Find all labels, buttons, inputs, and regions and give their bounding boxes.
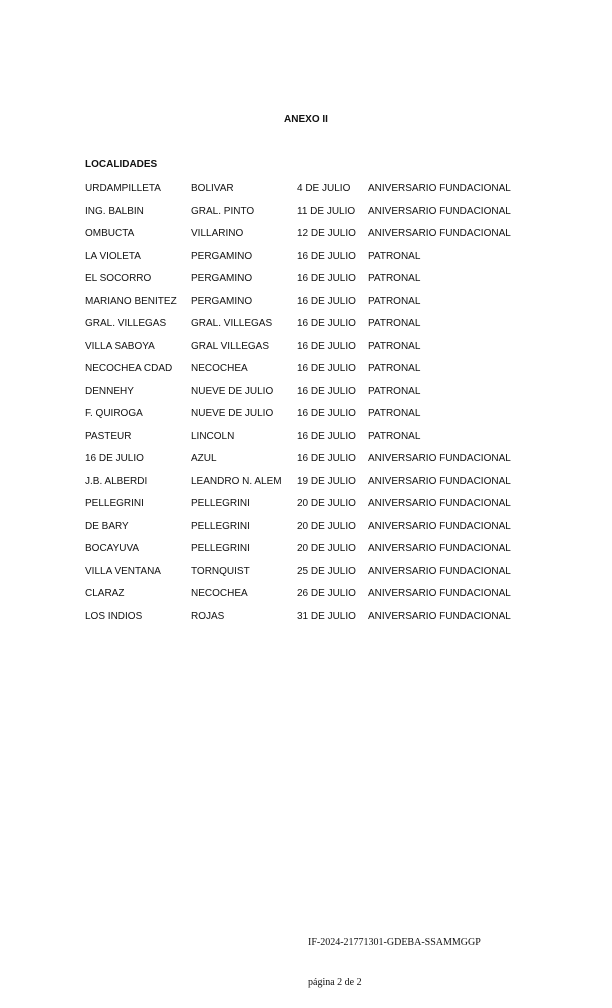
motive-cell: ANIVERSARIO FUNDACIONAL xyxy=(368,183,511,194)
motive-cell: PATRONAL xyxy=(368,363,421,374)
motive-cell: ANIVERSARIO FUNDACIONAL xyxy=(368,610,511,622)
table-row xyxy=(85,181,525,204)
district-cell: LINCOLN xyxy=(191,430,235,442)
date-cell: 20 DE JULIO xyxy=(297,520,356,532)
district-cell: PELLEGRINI xyxy=(191,520,250,532)
table-row xyxy=(85,541,525,564)
table-row xyxy=(85,406,525,429)
table-row xyxy=(85,249,525,272)
locality-cell: J.B. ALBERDI xyxy=(85,475,148,487)
motive-cell: ANIVERSARIO FUNDACIONAL xyxy=(368,565,511,577)
table-row xyxy=(85,384,525,407)
date-cell: 26 DE JULIO xyxy=(297,588,356,599)
motive-cell: PATRONAL xyxy=(368,430,421,442)
district-cell: TORNQUIST xyxy=(191,565,250,577)
locality-cell: LOS INDIOS xyxy=(85,610,143,622)
date-cell: 16 DE JULIO xyxy=(297,295,356,307)
table-row xyxy=(85,496,525,519)
locality-cell: EL SOCORRO xyxy=(85,273,152,284)
locality-cell: CLARAZ xyxy=(85,588,125,599)
date-cell: 25 DE JULIO xyxy=(297,565,356,577)
table-row xyxy=(85,609,525,632)
document-id: IF-2024-21771301-GDEBA-SSAMMGGP xyxy=(308,937,481,948)
locality-cell: PASTEUR xyxy=(85,430,132,442)
motive-cell: ANIVERSARIO FUNDACIONAL xyxy=(368,205,511,217)
locality-cell: URDAMPILLETA xyxy=(85,183,161,194)
table-row xyxy=(85,451,525,474)
motive-cell: PATRONAL xyxy=(368,295,421,307)
motive-cell: ANIVERSARIO FUNDACIONAL xyxy=(368,588,511,599)
district-cell: BOLIVAR xyxy=(191,183,234,194)
district-cell: PELLEGRINI xyxy=(191,498,250,509)
table-row xyxy=(85,204,525,227)
table-row xyxy=(85,564,525,587)
locality-cell: ING. BALBIN xyxy=(85,205,144,217)
locality-cell: OMBUCTA xyxy=(85,228,135,239)
date-cell: 4 DE JULIO xyxy=(297,183,351,194)
motive-cell: ANIVERSARIO FUNDACIONAL xyxy=(368,543,511,554)
motive-cell: PATRONAL xyxy=(368,273,421,284)
table-row xyxy=(85,271,525,294)
locality-cell: BOCAYUVA xyxy=(85,543,140,554)
district-cell: GRAL. PINTO xyxy=(191,205,255,217)
motive-cell: ANIVERSARIO FUNDACIONAL xyxy=(368,453,511,464)
locality-cell: PELLEGRINI xyxy=(85,498,144,509)
date-cell: 16 DE JULIO xyxy=(297,340,356,352)
locality-cell: DENNEHY xyxy=(85,385,134,397)
motive-cell: PATRONAL xyxy=(368,318,421,329)
district-cell: GRAL VILLEGAS xyxy=(191,340,269,352)
motive-cell: ANIVERSARIO FUNDACIONAL xyxy=(368,520,511,532)
district-cell: PERGAMINO xyxy=(191,250,253,262)
date-cell: 20 DE JULIO xyxy=(297,498,356,509)
motive-cell: PATRONAL xyxy=(368,250,421,262)
table-row xyxy=(85,226,525,249)
district-cell: NECOCHEA xyxy=(191,588,248,599)
district-cell: PELLEGRINI xyxy=(191,543,250,554)
section-heading: LOCALIDADES xyxy=(85,159,158,170)
motive-cell: ANIVERSARIO FUNDACIONAL xyxy=(368,228,511,239)
date-cell: 16 DE JULIO xyxy=(297,363,356,374)
date-cell: 16 DE JULIO xyxy=(297,408,356,419)
locality-cell: VILLA VENTANA xyxy=(85,565,161,577)
motive-cell: PATRONAL xyxy=(368,408,421,419)
page-title: ANEXO II xyxy=(284,114,328,125)
locality-cell: VILLA SABOYA xyxy=(85,340,155,352)
locality-cell: F. QUIROGA xyxy=(85,408,143,419)
district-cell: AZUL xyxy=(191,453,217,464)
locality-cell: 16 DE JULIO xyxy=(85,453,144,464)
date-cell: 31 DE JULIO xyxy=(297,610,356,622)
date-cell: 16 DE JULIO xyxy=(297,273,356,284)
date-cell: 16 DE JULIO xyxy=(297,385,356,397)
table-row xyxy=(85,586,525,609)
table-row xyxy=(85,294,525,317)
date-cell: 16 DE JULIO xyxy=(297,318,356,329)
district-cell: ROJAS xyxy=(191,610,225,622)
locality-cell: MARIANO BENITEZ xyxy=(85,295,177,307)
localities-table xyxy=(85,181,525,631)
table-row xyxy=(85,361,525,384)
motive-cell: ANIVERSARIO FUNDACIONAL xyxy=(368,498,511,509)
motive-cell: ANIVERSARIO FUNDACIONAL xyxy=(368,475,511,487)
motive-cell: PATRONAL xyxy=(368,385,421,397)
table-row xyxy=(85,429,525,452)
date-cell: 12 DE JULIO xyxy=(297,228,356,239)
table-row xyxy=(85,339,525,362)
locality-cell: DE BARY xyxy=(85,520,129,532)
date-cell: 16 DE JULIO xyxy=(297,250,356,262)
locality-cell: NECOCHEA CDAD xyxy=(85,363,173,374)
district-cell: NUEVE DE JULIO xyxy=(191,385,274,397)
district-cell: LEANDRO N. ALEM xyxy=(191,475,282,487)
date-cell: 16 DE JULIO xyxy=(297,453,356,464)
date-cell: 16 DE JULIO xyxy=(297,430,356,442)
locality-cell: LA VIOLETA xyxy=(85,250,141,262)
page-number: página 2 de 2 xyxy=(308,977,362,988)
table-row xyxy=(85,316,525,339)
district-cell: NECOCHEA xyxy=(191,363,248,374)
district-cell: GRAL. VILLEGAS xyxy=(191,318,273,329)
district-cell: PERGAMINO xyxy=(191,295,253,307)
district-cell: VILLARINO xyxy=(191,228,244,239)
district-cell: NUEVE DE JULIO xyxy=(191,408,274,419)
locality-cell: GRAL. VILLEGAS xyxy=(85,318,167,329)
date-cell: 19 DE JULIO xyxy=(297,475,356,487)
table-row xyxy=(85,519,525,542)
table-row xyxy=(85,474,525,497)
district-cell: PERGAMINO xyxy=(191,273,253,284)
motive-cell: PATRONAL xyxy=(368,340,421,352)
date-cell: 11 DE JULIO xyxy=(297,205,356,217)
date-cell: 20 DE JULIO xyxy=(297,543,356,554)
